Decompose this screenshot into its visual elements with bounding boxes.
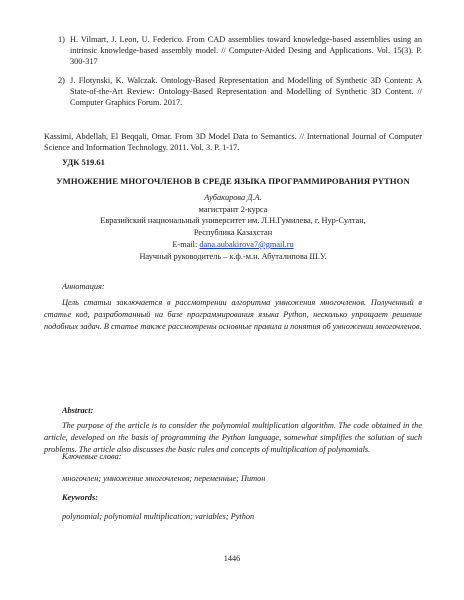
- reference-list: [48, 34, 422, 116]
- abstract-text: The purpose of the article is to consider the polynomial multiplication algorithm. The code obtained in the article, developed on the basis of programming the Python language, somewhat simplifies the solution of such problems. The article also discusses the basic rules and concepts of multiplication of polynomials.: [44, 421, 422, 454]
- reference-item: [48, 75, 422, 108]
- email-label: E-mail:: [172, 239, 198, 249]
- author-role: магистрант 2-курса: [198, 204, 268, 214]
- abstract-label: Abstract:: [62, 406, 94, 415]
- author-block: [44, 192, 422, 262]
- author-email-line: [44, 239, 422, 251]
- article-title: УМНОЖЕНИЕ МНОГОЧЛЕНОВ В СРЕДЕ ЯЗЫКА ПРОГРАММИРОВАНИЯ PYTHON: [56, 176, 410, 186]
- annotation-text: Цель статьи заключается в рассмотрении алгоритма умножения многочленов. Полученный в статье код, разработанный на базе программирования языка Python, несколько упрощает решение подобных задач. В статье также рассмотрены основные правила и понятия об умножении многочленов.: [44, 298, 422, 331]
- keywords-ru-label: Ключевые слова:: [62, 452, 122, 461]
- reference-number: 1): [58, 35, 65, 44]
- reference-item: [48, 34, 422, 67]
- reference-text: H. Vilmart, J. Leon, U. Federico. From CAD assemblies toward knowledge-based assemblies using an intrinsic knowledge-based assembly model. // Computer-Aided Desing and Applications. Vol. 15(3). P. 300-317: [70, 35, 422, 66]
- reference-plain: Kassimi, Abdellah, El Beqqali, Omar. From 3D Model Data to Semantics. // International Journal of Computer Science and Information Technology. 2011. Vol. 3. P. 1-17.: [44, 132, 422, 152]
- reference-number: 2): [58, 76, 65, 85]
- email-link[interactable]: dana.aubakirova7@gmail.ru: [199, 239, 294, 249]
- keywords-en-label: Keywords:: [62, 493, 98, 502]
- annotation-label: Аннотация:: [62, 282, 105, 291]
- author-name: Аубакирова Д.А.: [204, 193, 262, 202]
- page-number: 1446: [223, 554, 241, 563]
- keywords-ru-text: многочлен; умножение многочленов; переменные; Питон: [62, 474, 266, 483]
- udk-code: УДК 519.61: [62, 157, 105, 167]
- author-country: Республика Казахстан: [193, 228, 273, 238]
- keywords-en-text: polynomial; polynomial multiplication; variables; Python: [62, 512, 255, 521]
- reference-text: J. Flotynski, K. Walczak. Ontology-Based Representation and Modelling of Synthetic 3D Content: A State-of-the-Art Review: Ontology-Based Representation and Modelling of Synthetic 3D Content. // Computer Graphics Forum. 2017.: [70, 76, 422, 107]
- author-university: Евразийский национальный университет им. Л.Н.Гумилева, г. Нур-Султан,: [100, 216, 366, 226]
- supervisor-line: Научный руководитель – к.ф.-м.н. Абуталипова Ш.У.: [139, 251, 327, 261]
